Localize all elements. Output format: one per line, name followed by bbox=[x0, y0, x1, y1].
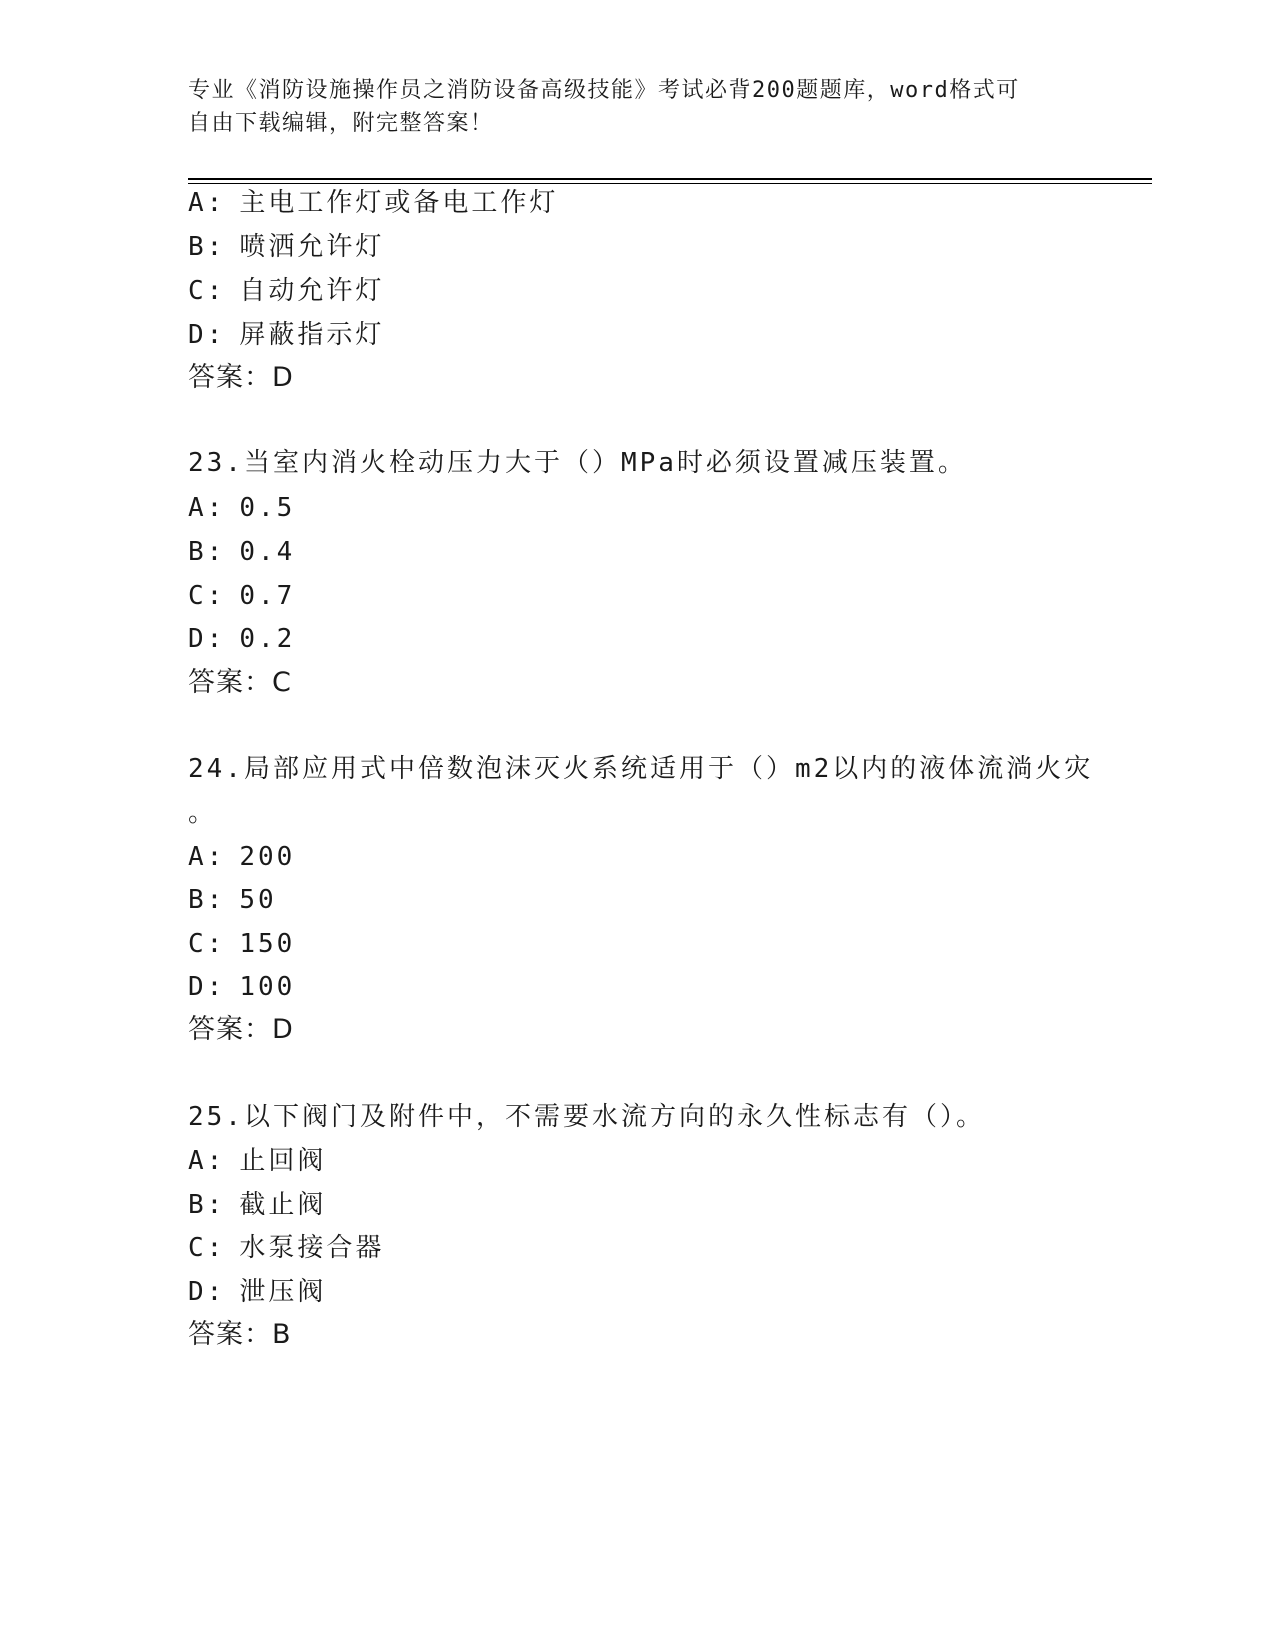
q25-option-d bbox=[188, 1275, 326, 1309]
q22-option-a bbox=[188, 186, 558, 220]
q23-option-d bbox=[188, 622, 295, 656]
option-text: 150 bbox=[239, 929, 296, 959]
option-text: 屏蔽指示灯 bbox=[239, 320, 385, 350]
option-letter: A: bbox=[188, 842, 226, 872]
q23-option-b bbox=[188, 535, 295, 569]
option-letter: A: bbox=[188, 493, 226, 523]
q24-option-b bbox=[188, 883, 277, 917]
option-text: 喷洒允许灯 bbox=[239, 232, 385, 262]
option-text: 截止阀 bbox=[239, 1190, 327, 1220]
option-letter: B: bbox=[188, 232, 226, 262]
option-letter: B: bbox=[188, 537, 226, 567]
option-text: 0.5 bbox=[239, 493, 296, 523]
header-divider-thin bbox=[188, 183, 1152, 184]
option-letter: A: bbox=[188, 188, 226, 218]
q22-option-d bbox=[188, 318, 384, 352]
q24-question-line-2: 。 bbox=[188, 798, 218, 828]
header-line-2: 自由下载编辑，附完整答案！ bbox=[188, 111, 494, 136]
q24-option-a bbox=[188, 840, 295, 874]
q22-answer: 答案：D bbox=[188, 362, 294, 393]
q23-option-a bbox=[188, 491, 295, 525]
header-line-1: 专业《消防设施操作员之消防设备高级技能》考试必背200题题库，word格式可 bbox=[188, 78, 1020, 103]
q25-option-a bbox=[188, 1144, 326, 1178]
option-letter: D: bbox=[188, 624, 226, 654]
option-text: 50 bbox=[239, 885, 277, 915]
option-letter: B: bbox=[188, 885, 226, 915]
option-letter: C: bbox=[188, 581, 226, 611]
option-letter: C: bbox=[188, 1233, 226, 1263]
q25-answer: 答案：B bbox=[188, 1319, 292, 1350]
option-letter: C: bbox=[188, 276, 226, 306]
option-letter: D: bbox=[188, 1277, 226, 1307]
option-text: 200 bbox=[239, 842, 296, 872]
option-letter: D: bbox=[188, 320, 226, 350]
q24-option-d bbox=[188, 970, 295, 1004]
q25-question: 25.以下阀门及附件中，不需要水流方向的永久性标志有（）。 bbox=[188, 1102, 985, 1132]
option-text: 主电工作灯或备电工作灯 bbox=[239, 188, 559, 218]
q22-option-b bbox=[188, 230, 384, 264]
option-letter: D: bbox=[188, 972, 226, 1002]
option-text: 止回阀 bbox=[239, 1146, 327, 1176]
q24-option-c bbox=[188, 927, 295, 961]
option-letter: A: bbox=[188, 1146, 226, 1176]
option-text: 自动允许灯 bbox=[239, 276, 385, 306]
option-letter: C: bbox=[188, 929, 226, 959]
option-text: 水泵接合器 bbox=[239, 1233, 385, 1263]
q25-option-c bbox=[188, 1231, 384, 1265]
option-text: 0.4 bbox=[239, 537, 296, 567]
q23-option-c bbox=[188, 579, 295, 613]
q22-option-c bbox=[188, 274, 384, 308]
document-header bbox=[188, 74, 1088, 140]
option-text: 泄压阀 bbox=[239, 1277, 327, 1307]
option-text: 0.7 bbox=[239, 581, 296, 611]
option-text: 100 bbox=[239, 972, 296, 1002]
option-letter: B: bbox=[188, 1190, 226, 1220]
option-text: 0.2 bbox=[239, 624, 296, 654]
header-divider-thick bbox=[188, 178, 1152, 180]
q23-answer: 答案：C bbox=[188, 667, 292, 698]
q24-answer: 答案：D bbox=[188, 1014, 294, 1045]
q25-option-b bbox=[188, 1188, 326, 1222]
q24-question-line-1: 24.局部应用式中倍数泡沫灭火系统适用于（）m2以内的液体流淌火灾 bbox=[188, 754, 1094, 784]
q23-question: 23.当室内消火栓动压力大于（）MPa时必须设置减压装置。 bbox=[188, 448, 967, 478]
